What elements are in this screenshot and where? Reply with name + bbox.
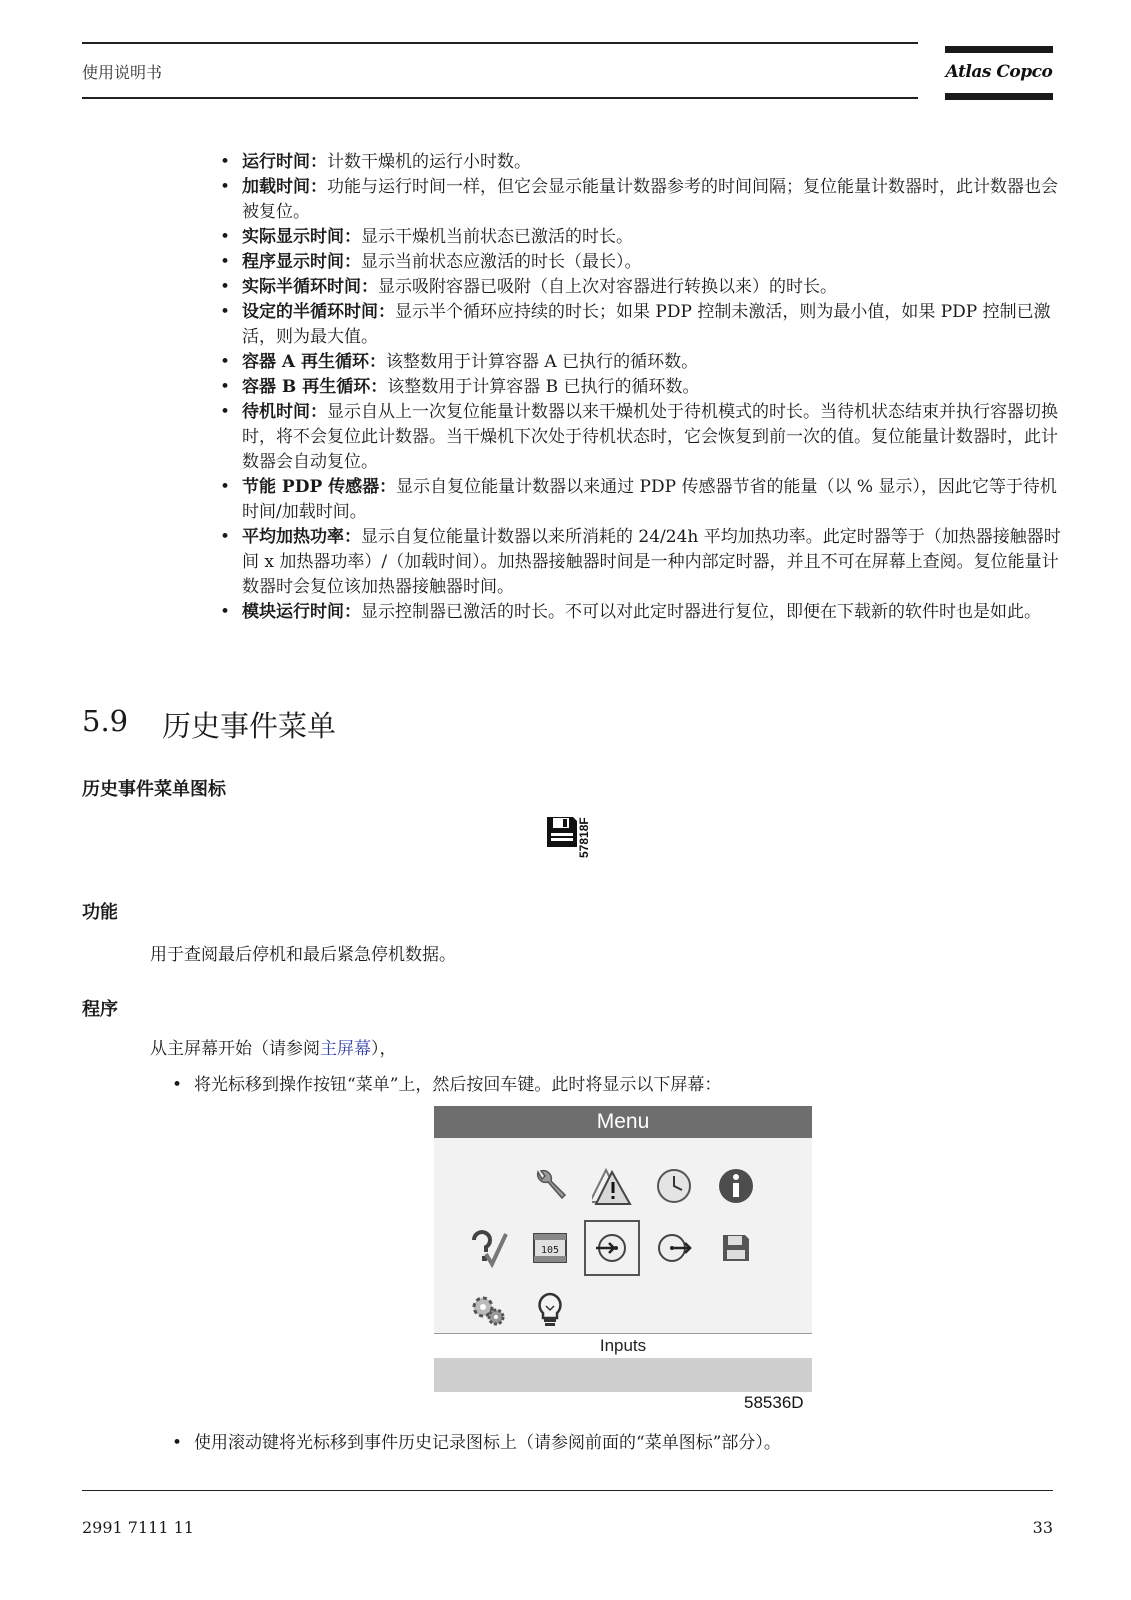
procedure-heading: 程序 (82, 999, 118, 1020)
step-1: • 将光标移到操作按钮“菜单”上，然后按回车键。此时将显示以下屏幕： (172, 1075, 722, 1095)
selected-item-label: Inputs (434, 1334, 812, 1358)
wrench-icon[interactable] (530, 1166, 570, 1206)
step-2: • 使用滚动键将光标移到事件历史记录图标上（请参阅前面的“菜单图标”部分）。 (172, 1433, 781, 1453)
list-item: • 模块运行时间：显示控制器已激活的时长。不可以对此定时器进行复位，即便在下载新的软件时也是如此。 (220, 602, 1041, 622)
atlas-copco-logo (945, 46, 1053, 102)
list-item: • 实际显示时间：显示干燥机当前状态已激活的时长。 (220, 227, 633, 247)
page-number: 33 (1032, 1518, 1053, 1537)
svg-text:105: 105 (540, 1245, 560, 1256)
function-text: 用于查阅最后停机和最后紧急停机数据。 (150, 945, 456, 965)
footer-rule (82, 1490, 1053, 1491)
list-item: • 运行时间：计数干燥机的运行小时数。 (220, 152, 531, 172)
menu-screen-footer-bar (434, 1358, 812, 1392)
logo-text: Atlas Copco (945, 62, 1053, 82)
list-item: • 平均加热功率：显示自复位能量计数器以来所消耗的 24/24h 平均加热功率。此定时器等于（加热器接触器时间 x 加热器功率）/（加载时间）。加热器接触器时间是一种内部定时器，并且不可在屏幕上查阅。复位能量计数器时会复位该加热器接触器时间。 (220, 527, 1061, 597)
clock-icon[interactable] (654, 1166, 694, 1206)
list-item: • 容器 B 再生循环：该整数用于计算容器 B 已执行的循环数。 (220, 377, 700, 397)
header-bottom-rule (82, 97, 918, 99)
help-check-icon[interactable] (468, 1228, 508, 1268)
list-item: • 实际半循环时间：显示吸附容器已吸附（自上次对容器进行转换以来）的时长。 (220, 277, 837, 297)
document-number: 2991 7111 11 (82, 1518, 194, 1537)
counter-icon[interactable] (530, 1228, 570, 1268)
main-screen-link[interactable]: 主屏幕 (320, 1039, 371, 1059)
settings-icon[interactable] (468, 1290, 508, 1330)
save-icon (545, 815, 579, 853)
warning-icon[interactable] (592, 1166, 632, 1206)
save-icon[interactable] (716, 1228, 756, 1268)
screen-code: 58536D (744, 1393, 804, 1412)
counter-definitions-list (218, 150, 1063, 625)
list-item: • 待机时间：显示自从上一次复位能量计数器以来干燥机处于待机模式的时长。当待机状态结束并执行容器切换时，将不会复位此计数器。当干燥机下次处于待机状态时，它会恢复到前一次的值。复位能量计数器时，此计数器会自动复位。 (220, 402, 1058, 472)
icon-code: 57818F (577, 817, 591, 858)
outputs-icon[interactable] (654, 1228, 694, 1268)
header-title: 使用说明书 (82, 63, 163, 82)
menu-screen-title: Menu (434, 1106, 812, 1138)
bulb-icon[interactable] (530, 1290, 570, 1330)
list-item: • 程序显示时间：显示当前状态应激活的时长（最长）。 (220, 252, 642, 272)
function-heading: 功能 (82, 902, 118, 923)
list-item: • 容器 A 再生循环：该整数用于计算容器 A 已执行的循环数。 (220, 352, 699, 372)
list-item: • 设定的半循环时间：显示半个循环应持续的时长；如果 PDP 控制未激活，则为最小值，如果 PDP 控制已激活，则为最大值。 (220, 302, 1051, 347)
menu-icon-grid (434, 1138, 812, 1338)
header-top-rule (82, 42, 918, 44)
icon-heading: 历史事件菜单图标 (82, 779, 226, 800)
inputs-icon[interactable] (592, 1228, 632, 1268)
section-title: 历史事件菜单 (162, 709, 337, 743)
section-number: 5.9 (82, 704, 129, 738)
list-item: • 加载时间：功能与运行时间一样，但它会显示能量计数器参考的时间间隔；复位能量计数器时，此计数器也会被复位。 (220, 177, 1058, 222)
list-item: • 节能 PDP 传感器：显示自复位能量计数器以来通过 PDP 传感器节省的能量（以 % 显示），因此它等于待机时间/加载时间。 (220, 477, 1057, 522)
info-icon[interactable] (716, 1166, 756, 1206)
menu-screen (434, 1106, 812, 1386)
procedure-intro: 从主屏幕开始（请参阅主屏幕）， (150, 1039, 397, 1059)
